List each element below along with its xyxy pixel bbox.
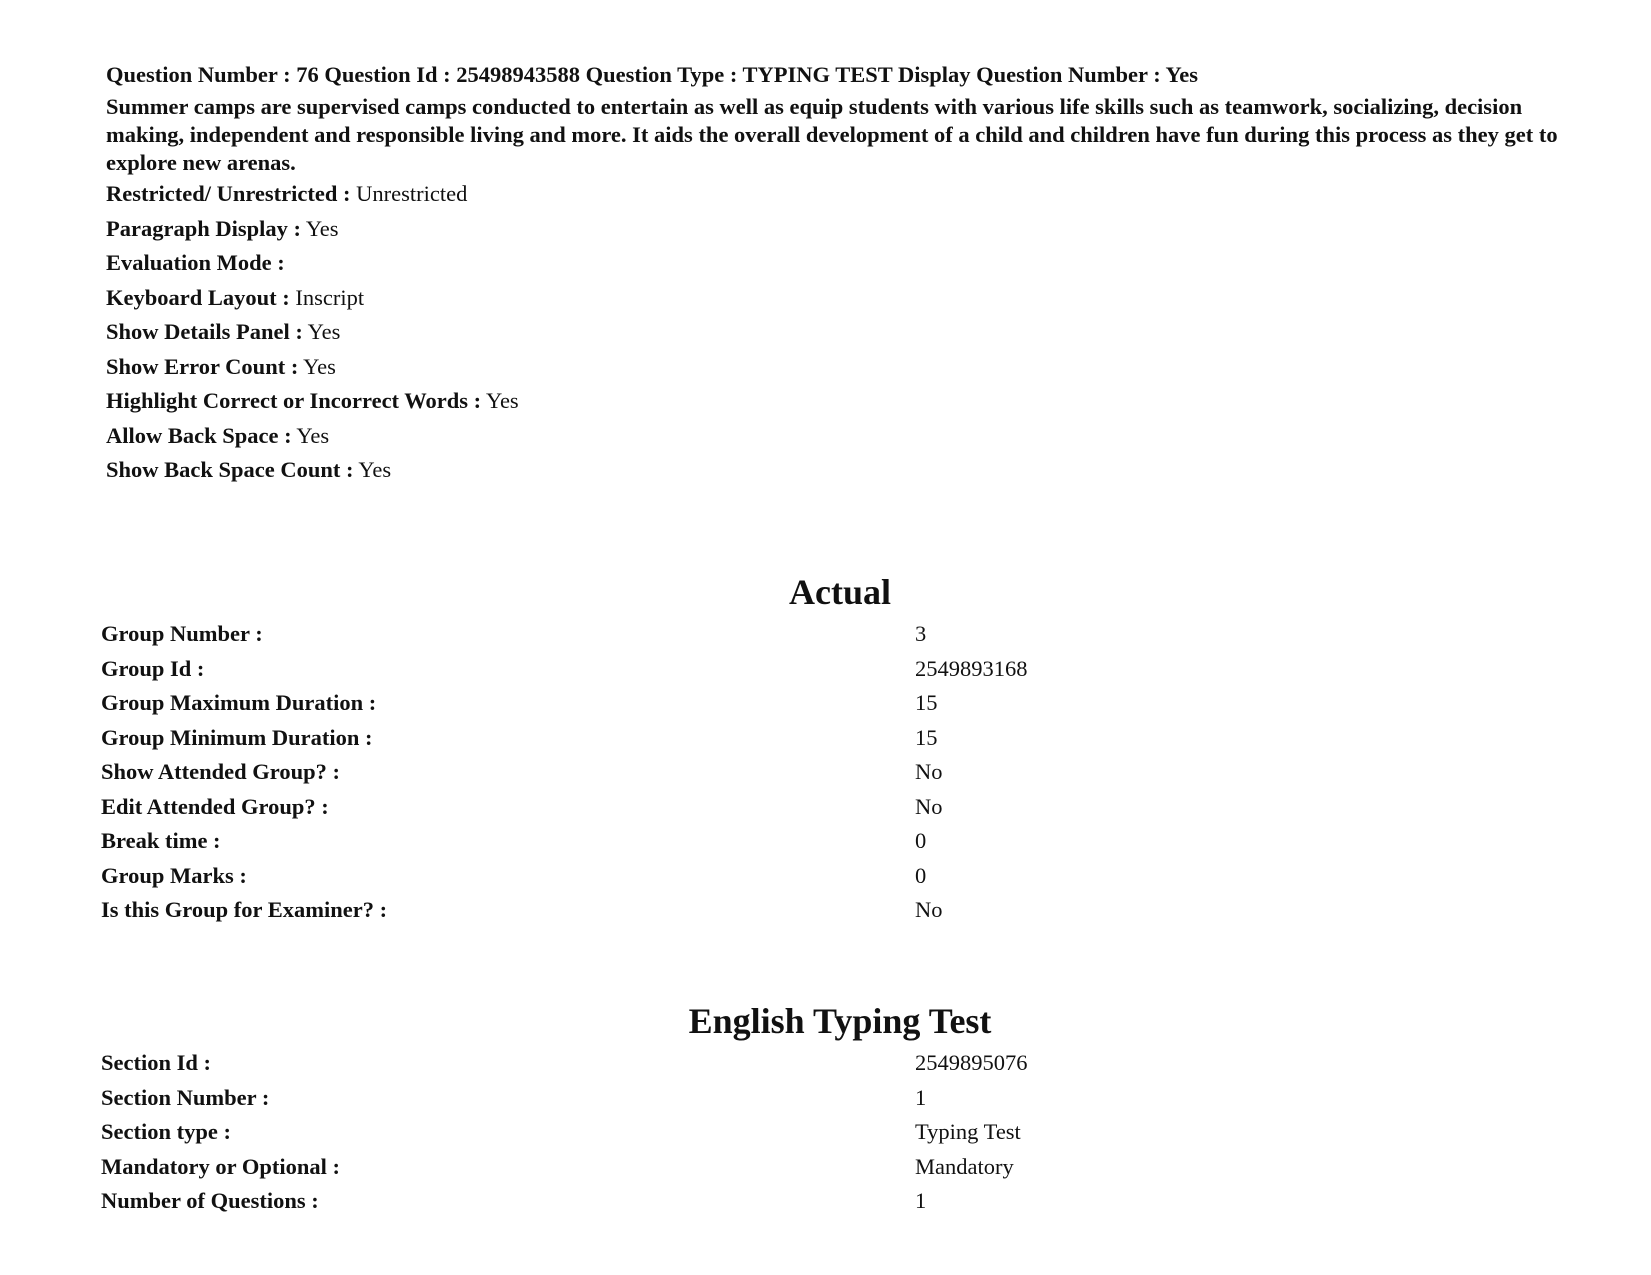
row-value: 0 [915,828,927,853]
table-row [101,790,1201,825]
row-value: Mandatory [915,1153,1014,1179]
row-value: 1 [915,1188,927,1213]
property-label: Keyboard Layout : [106,284,290,310]
property-label: Highlight Correct or Incorrect Words : [106,388,482,413]
group-title: Actual [789,572,891,612]
table-row [101,686,1201,721]
property-highlight-words [106,384,1566,419]
table-row [101,1184,1201,1219]
question-block [106,60,1566,488]
property-label: Show Error Count : [106,353,299,379]
property-label: Restricted/ Unrestricted : [106,181,351,206]
property-value: Yes [305,215,339,241]
property-label: Show Details Panel : [106,319,303,344]
property-value: Yes [303,353,336,379]
row-value: 15 [915,690,938,715]
property-label: Paragraph Display : [106,215,302,241]
table-row [101,824,1201,859]
section-details-table [101,1046,1201,1219]
property-show-details-panel [106,315,1566,350]
row-label: Mandatory or Optional : [101,1153,340,1179]
row-value: 2549893168 [915,655,1028,681]
table-row [101,859,1201,894]
row-label: Edit Attended Group? : [101,793,329,819]
row-label: Group Number : [101,621,263,646]
property-value: Yes [296,422,330,448]
table-row [101,721,1201,756]
row-value: 3 [915,621,927,646]
property-value: Yes [485,388,519,413]
table-row [101,1115,1201,1150]
table-row [101,1046,1201,1081]
row-label: Break time : [101,828,221,853]
group-details-table [101,617,1201,928]
row-value: Typing Test [915,1119,1021,1144]
table-row [101,617,1201,652]
row-label: Group Minimum Duration : [101,724,373,750]
row-value: No [915,793,943,819]
property-label: Allow Back Space : [106,422,292,448]
property-label: Evaluation Mode : [106,250,285,275]
section-title: English Typing Test [688,1001,992,1041]
row-value: 0 [915,862,927,888]
property-show-error-count [106,350,1566,385]
row-label: Section Id : [101,1050,212,1075]
table-row [101,652,1201,687]
row-label: Is this Group for Examiner? : [101,897,388,922]
row-value: 1 [915,1084,927,1110]
table-row [101,893,1201,928]
property-paragraph-display [106,212,1566,247]
row-label: Section Number : [101,1084,270,1110]
row-label: Group Maximum Duration : [101,690,377,715]
property-value: Yes [307,319,341,344]
question-header: Question Number : 76 Question Id : 25498943588 Question Type : TYPING TEST Display Question Number : Yes [106,62,1199,87]
property-value: Inscript [295,284,365,310]
row-value: 2549895076 [915,1050,1028,1075]
row-label: Number of Questions : [101,1188,319,1213]
property-allow-back-space [106,419,1566,454]
row-label: Group Id : [101,655,205,681]
property-label: Show Back Space Count : [106,457,354,482]
table-row [101,1150,1201,1185]
property-value: Yes [358,457,392,482]
row-value: No [915,759,943,784]
table-row [101,1081,1201,1116]
row-label: Section type : [101,1119,231,1144]
property-value: Unrestricted [356,181,468,206]
property-keyboard-layout [106,281,1566,316]
property-restricted [106,177,1566,212]
property-evaluation-mode [106,246,1566,281]
property-show-back-space-count [106,453,1566,488]
table-row [101,755,1201,790]
row-value: No [915,897,943,922]
row-label: Group Marks : [101,862,247,888]
row-label: Show Attended Group? : [101,759,341,784]
row-value: 15 [915,724,938,750]
question-text: Summer camps are supervised camps conducted to entertain as well as equip students with various life skills such as teamwork, socializing, decision making, independent and responsible living and more. It aids the overall development of a child and children have fun during this process as they get to explore new arenas. [106,94,1558,175]
